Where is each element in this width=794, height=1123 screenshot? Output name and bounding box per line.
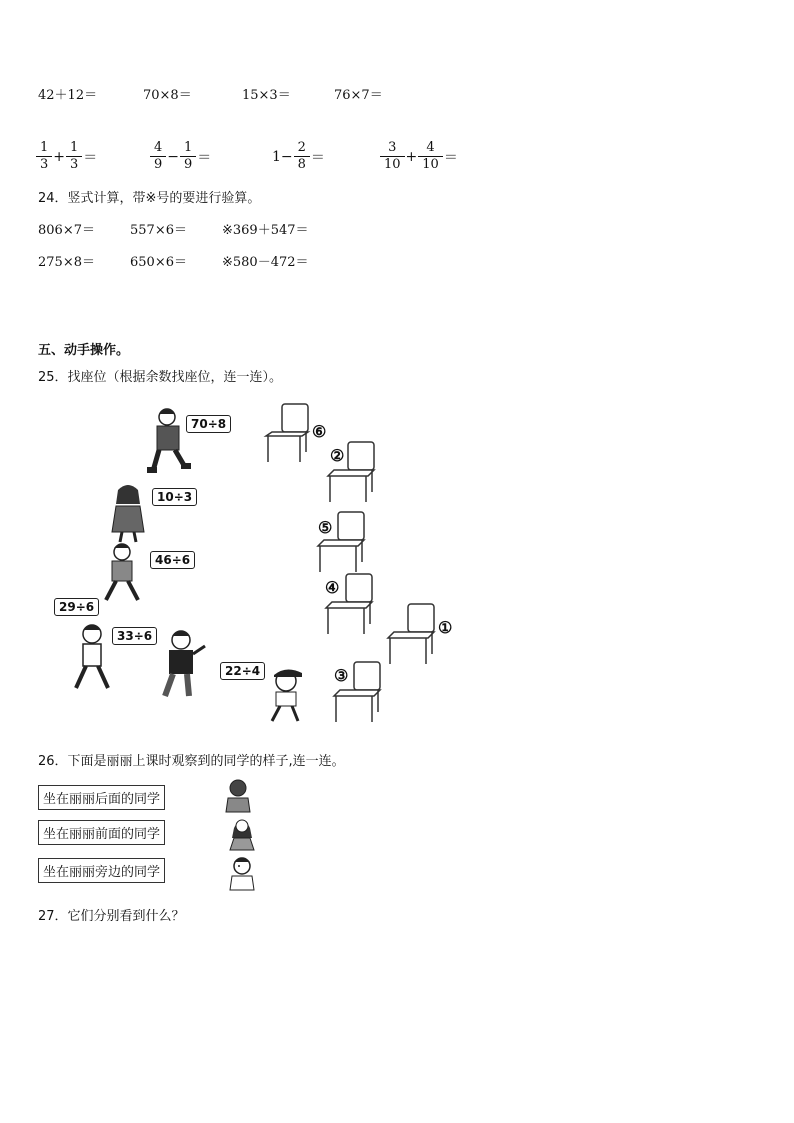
chair-number: ④ [325,578,340,597]
speech-bubble: 29÷6 [54,598,99,616]
chair-number: ② [330,446,345,465]
fraction: $\frac{3}{10}$ [382,140,403,173]
fraction: $\frac{1}{3}$ [68,140,80,173]
kid-figure-icon [262,665,308,723]
kid-figure-icon [100,540,145,604]
calc-item: 76×7＝ [334,88,383,103]
section-title: 五、动手操作。 [38,343,130,358]
chair-icon [262,402,312,464]
label-student-front: 坐在丽丽前面的同学 [38,820,165,845]
speech-bubble: 22÷4 [220,662,265,680]
question-25-title: 25．找座位（根据余数找座位，连一连）。 [38,370,283,385]
calc-item: 42＋12＝ [38,88,98,103]
fraction: $\frac{2}{8}$ [296,140,308,173]
chair-number: ⑥ [312,422,327,441]
calc-item: 650×6＝ [130,255,187,270]
operator: − [167,148,180,165]
kid-figure-icon [155,628,205,702]
label-student-behind: 坐在丽丽后面的同学 [38,785,165,810]
fraction: $\frac{1}{9}$ [182,140,194,173]
fraction-expression [272,140,325,173]
equals: ＝ [197,149,212,166]
student-side-icon [228,856,258,892]
fraction: $\frac{4}{10}$ [420,140,441,173]
calc-item: ※369＋547＝ [222,223,309,238]
calc-item: 15×3＝ [242,88,291,103]
equals: ＝ [83,149,98,166]
speech-bubble: 70÷8 [186,415,231,433]
calc-item: ※580－472＝ [222,255,309,270]
equals: ＝ [443,149,458,166]
calc-item: 806×7＝ [38,223,95,238]
speech-bubble: 33÷6 [112,627,157,645]
kid-figure-icon [70,622,116,694]
fraction-expression [38,140,97,173]
operator: + [53,148,66,165]
chair-number: ⑤ [318,518,333,537]
speech-bubble: 46÷6 [150,551,195,569]
question-27-title: 27．它们分别看到什么？ [38,909,185,924]
student-back-icon [224,778,254,814]
fraction: $\frac{1}{3}$ [38,140,50,173]
equals: ＝ [310,149,325,166]
operator: + [405,148,418,165]
chair-number: ① [438,618,453,637]
calc-item: 70×8＝ [143,88,192,103]
kid-figure-icon [108,482,150,544]
calc-item: 275×8＝ [38,255,95,270]
student-front-icon [228,814,258,852]
chair-icon [384,602,440,666]
calc-item: 557×6＝ [130,223,187,238]
question-26-title: 26．下面是丽丽上课时观察到的同学的样子,连一连。 [38,754,345,769]
fraction-expression [382,140,458,173]
operand: 1− [272,148,293,165]
fraction: $\frac{4}{9}$ [152,140,164,173]
label-student-side: 坐在丽丽旁边的同学 [38,858,165,883]
question-24-title: 24．竖式计算，带※号的要进行验算。 [38,191,261,206]
chair-number: ③ [334,666,349,685]
speech-bubble: 10÷3 [152,488,197,506]
fraction-expression [152,140,211,173]
